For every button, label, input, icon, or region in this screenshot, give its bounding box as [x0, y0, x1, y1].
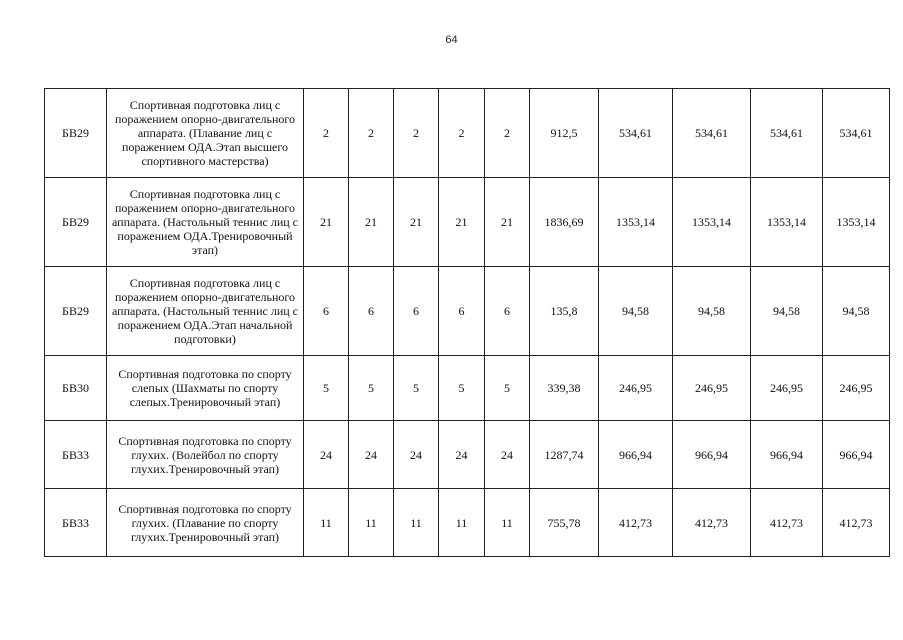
row-description: Спортивная подготовка лиц с поражением опорно-двигательного аппарата. (Плавание лиц с поражением ОДА.Этап высшего спортивного мастерства)	[107, 89, 304, 178]
row-description: Спортивная подготовка лиц с поражением опорно-двигательного аппарата. (Настольный теннис лиц с поражением ОДА.Тренировочный этап)	[107, 178, 304, 267]
row-code: БВ29	[45, 178, 107, 267]
row-value: 412,73	[673, 489, 751, 557]
row-value: 5	[304, 356, 349, 421]
row-value: 11	[439, 489, 485, 557]
row-code: БВ33	[45, 489, 107, 557]
row-value: 6	[439, 267, 485, 356]
row-value: 5	[394, 356, 439, 421]
row-value: 339,38	[530, 356, 599, 421]
row-value: 21	[439, 178, 485, 267]
row-value: 2	[349, 89, 394, 178]
row-value: 11	[349, 489, 394, 557]
row-value: 966,94	[823, 421, 890, 489]
table-row	[45, 489, 890, 557]
row-value: 24	[349, 421, 394, 489]
row-value: 1287,74	[530, 421, 599, 489]
row-value: 2	[394, 89, 439, 178]
table-row	[45, 356, 890, 421]
table-row	[45, 421, 890, 489]
row-code: БВ30	[45, 356, 107, 421]
row-value: 412,73	[823, 489, 890, 557]
row-value: 11	[485, 489, 530, 557]
row-value: 21	[485, 178, 530, 267]
table-row	[45, 178, 890, 267]
row-value: 5	[349, 356, 394, 421]
row-value: 246,95	[751, 356, 823, 421]
row-value: 24	[439, 421, 485, 489]
row-value: 1353,14	[673, 178, 751, 267]
row-value: 94,58	[751, 267, 823, 356]
row-value: 24	[304, 421, 349, 489]
row-value: 1353,14	[823, 178, 890, 267]
row-description: Спортивная подготовка лиц с поражением опорно-двигательного аппарата. (Настольный теннис лиц с поражением ОДА.Этап начальной подготовки)	[107, 267, 304, 356]
row-value: 412,73	[751, 489, 823, 557]
row-value: 966,94	[751, 421, 823, 489]
row-value: 534,61	[751, 89, 823, 178]
row-value: 534,61	[599, 89, 673, 178]
row-value: 135,8	[530, 267, 599, 356]
row-value: 24	[394, 421, 439, 489]
row-value: 5	[439, 356, 485, 421]
row-value: 6	[485, 267, 530, 356]
table-row	[45, 267, 890, 356]
row-value: 6	[349, 267, 394, 356]
row-value: 2	[485, 89, 530, 178]
row-value: 21	[304, 178, 349, 267]
row-value: 1353,14	[599, 178, 673, 267]
row-value: 21	[349, 178, 394, 267]
row-value: 246,95	[823, 356, 890, 421]
row-value: 6	[304, 267, 349, 356]
row-description: Спортивная подготовка по спорту глухих. (Плавание по спорту глухих.Тренировочный этап)	[107, 489, 304, 557]
row-code: БВ33	[45, 421, 107, 489]
row-value: 11	[304, 489, 349, 557]
row-code: БВ29	[45, 267, 107, 356]
table-row	[45, 89, 890, 178]
row-value: 412,73	[599, 489, 673, 557]
row-description: Спортивная подготовка по спорту глухих. (Волейбол по спорту глухих.Тренировочный этап)	[107, 421, 304, 489]
row-value: 5	[485, 356, 530, 421]
row-value: 246,95	[673, 356, 751, 421]
table-body	[45, 89, 890, 557]
row-value: 755,78	[530, 489, 599, 557]
row-value: 94,58	[673, 267, 751, 356]
row-value: 21	[394, 178, 439, 267]
page-number: 64	[445, 34, 458, 46]
row-value: 11	[394, 489, 439, 557]
row-value: 534,61	[823, 89, 890, 178]
row-value: 966,94	[673, 421, 751, 489]
row-value: 94,58	[823, 267, 890, 356]
row-value: 24	[485, 421, 530, 489]
row-value: 912,5	[530, 89, 599, 178]
row-value: 2	[439, 89, 485, 178]
row-value: 1836,69	[530, 178, 599, 267]
row-description: Спортивная подготовка по спорту слепых (Шахматы по спорту слепых.Тренировочный этап)	[107, 356, 304, 421]
row-value: 94,58	[599, 267, 673, 356]
row-value: 6	[394, 267, 439, 356]
row-value: 2	[304, 89, 349, 178]
data-table	[44, 88, 890, 557]
row-value: 966,94	[599, 421, 673, 489]
row-code: БВ29	[45, 89, 107, 178]
row-value: 246,95	[599, 356, 673, 421]
row-value: 534,61	[673, 89, 751, 178]
row-value: 1353,14	[751, 178, 823, 267]
